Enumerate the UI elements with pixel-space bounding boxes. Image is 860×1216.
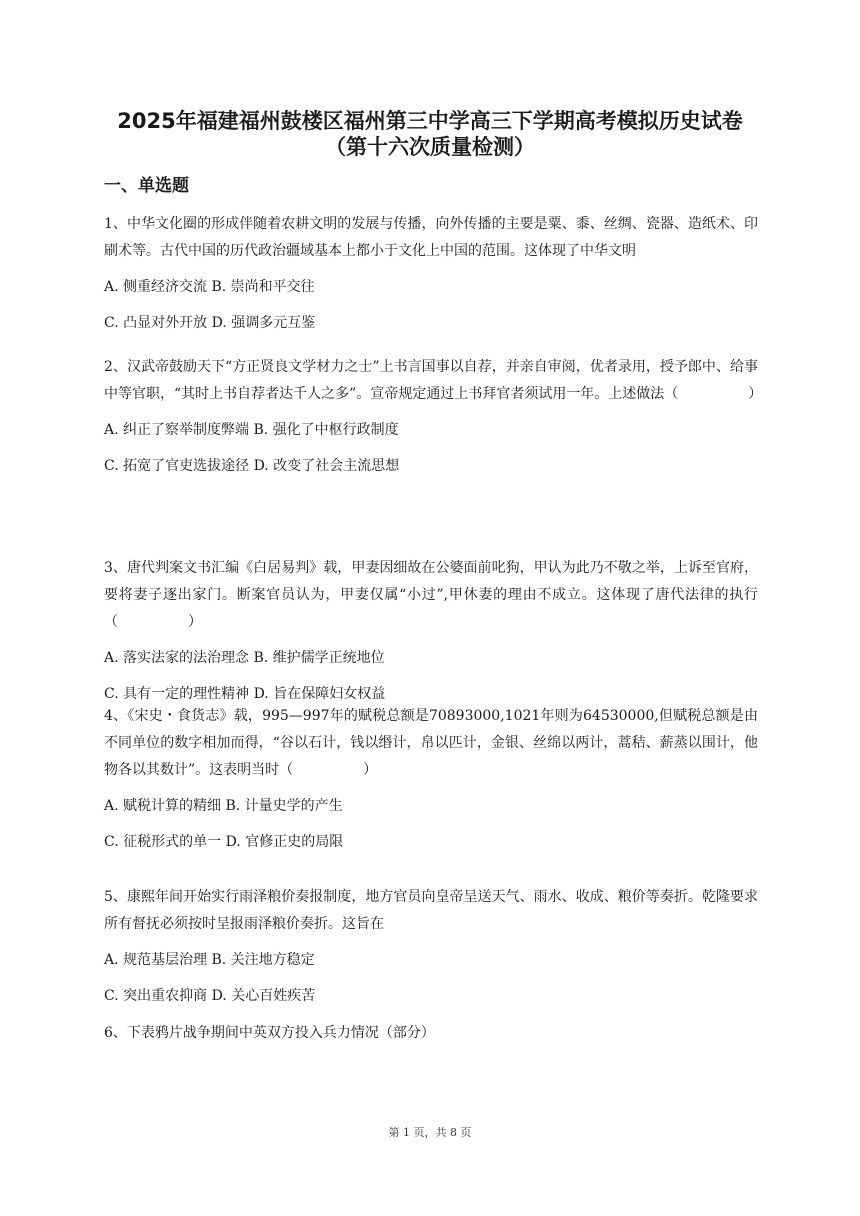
- page-number-footer: 第 1 页，共 8 页: [388, 1126, 472, 1139]
- question-stem: 4、《宋史・食货志》载，995—997年的赋税总额是70893000,1021年则为64530000,但赋税总额是由不同单位的数字相加而得，“谷以石计，钱以缗计，帛以匹计，金银、丝绵以两计，蒿秸、薪蒸以围计，他物各以其数计”。这表明当时（ ）: [104, 708, 758, 778]
- question-options-row-2: C. 征税形式的单一 D. 官修正史的局限: [104, 834, 344, 850]
- question-options-row-1: A. 落实法家的法治理念 B. 维护儒学正统地位: [104, 650, 385, 666]
- question-stem: 6、下表鸦片战争期间中英双方投入兵力情况（部分）: [104, 1025, 435, 1041]
- question-options-row-2: C. 凸显对外开放 D. 强调多元互鉴: [104, 315, 316, 331]
- question-stem: 1、中华文化圈的形成伴随着农耕文明的发展与传播，向外传播的主要是粟、黍、丝绸、瓷器、造纸术、印刷术等。古代中国的历代政治疆域基本上都小于文化上中国的范围。这体现了中华文明: [104, 216, 758, 259]
- question-options-row-1: A. 赋税计算的精细 B. 计量史学的产生: [104, 798, 343, 814]
- question-options-row-2: C. 拓宽了官吏选拔途径 D. 改变了社会主流思想: [104, 458, 400, 474]
- document-title-line-1: 2025年福建福州鼓楼区福州第三中学高三下学期高考模拟历史试卷: [117, 109, 743, 133]
- question-stem: 2、汉武帝鼓励天下“方正贤良文学材力之士”上书言国事以自荐，并亲自审阅，优者录用，授予郎中、给事中等官职，“其时上书自荐者达千人之多”。宣帝规定通过上书拜官者须试用一年。上述做法（ ）: [104, 359, 763, 402]
- question-2: [104, 354, 763, 480]
- question-1: [104, 211, 758, 337]
- question-options-row-2: C. 突出重农抑商 D. 关心百姓疾苦: [104, 988, 316, 1004]
- section-heading: 一、单选题: [104, 176, 189, 196]
- question-5: [104, 884, 758, 1010]
- question-4: [104, 703, 758, 856]
- question-stem: 5、康熙年间开始实行雨泽粮价奏报制度，地方官员向皇帝呈送天气、雨水、收成、粮价等奏折。乾隆要求所有督抚必须按时呈报雨泽粮价奏折。这旨在: [104, 889, 758, 932]
- document-title-line-2: （第十六次质量检测）: [325, 135, 535, 159]
- question-6: [104, 1020, 758, 1047]
- question-options-row-1: A. 规范基层治理 B. 关注地方稳定: [104, 952, 315, 968]
- question-3: [104, 555, 758, 708]
- question-options-row-1: A. 纠正了察举制度弊端 B. 强化了中枢行政制度: [104, 422, 399, 438]
- question-options-row-1: A. 侧重经济交流 B. 崇尚和平交往: [104, 279, 315, 295]
- question-stem: 3、唐代判案文书汇编《白居易判》载，甲妻因细故在公婆面前叱狗，甲认为此乃不敬之举，上诉至官府，要将妻子逐出家门。断案官员认为，甲妻仅属“小过”,甲休妻的理由不成立。这体现了唐代法律的执行（ ）: [104, 560, 758, 630]
- question-options-row-2: C. 具有一定的理性精神 D. 旨在保障妇女权益: [104, 686, 386, 702]
